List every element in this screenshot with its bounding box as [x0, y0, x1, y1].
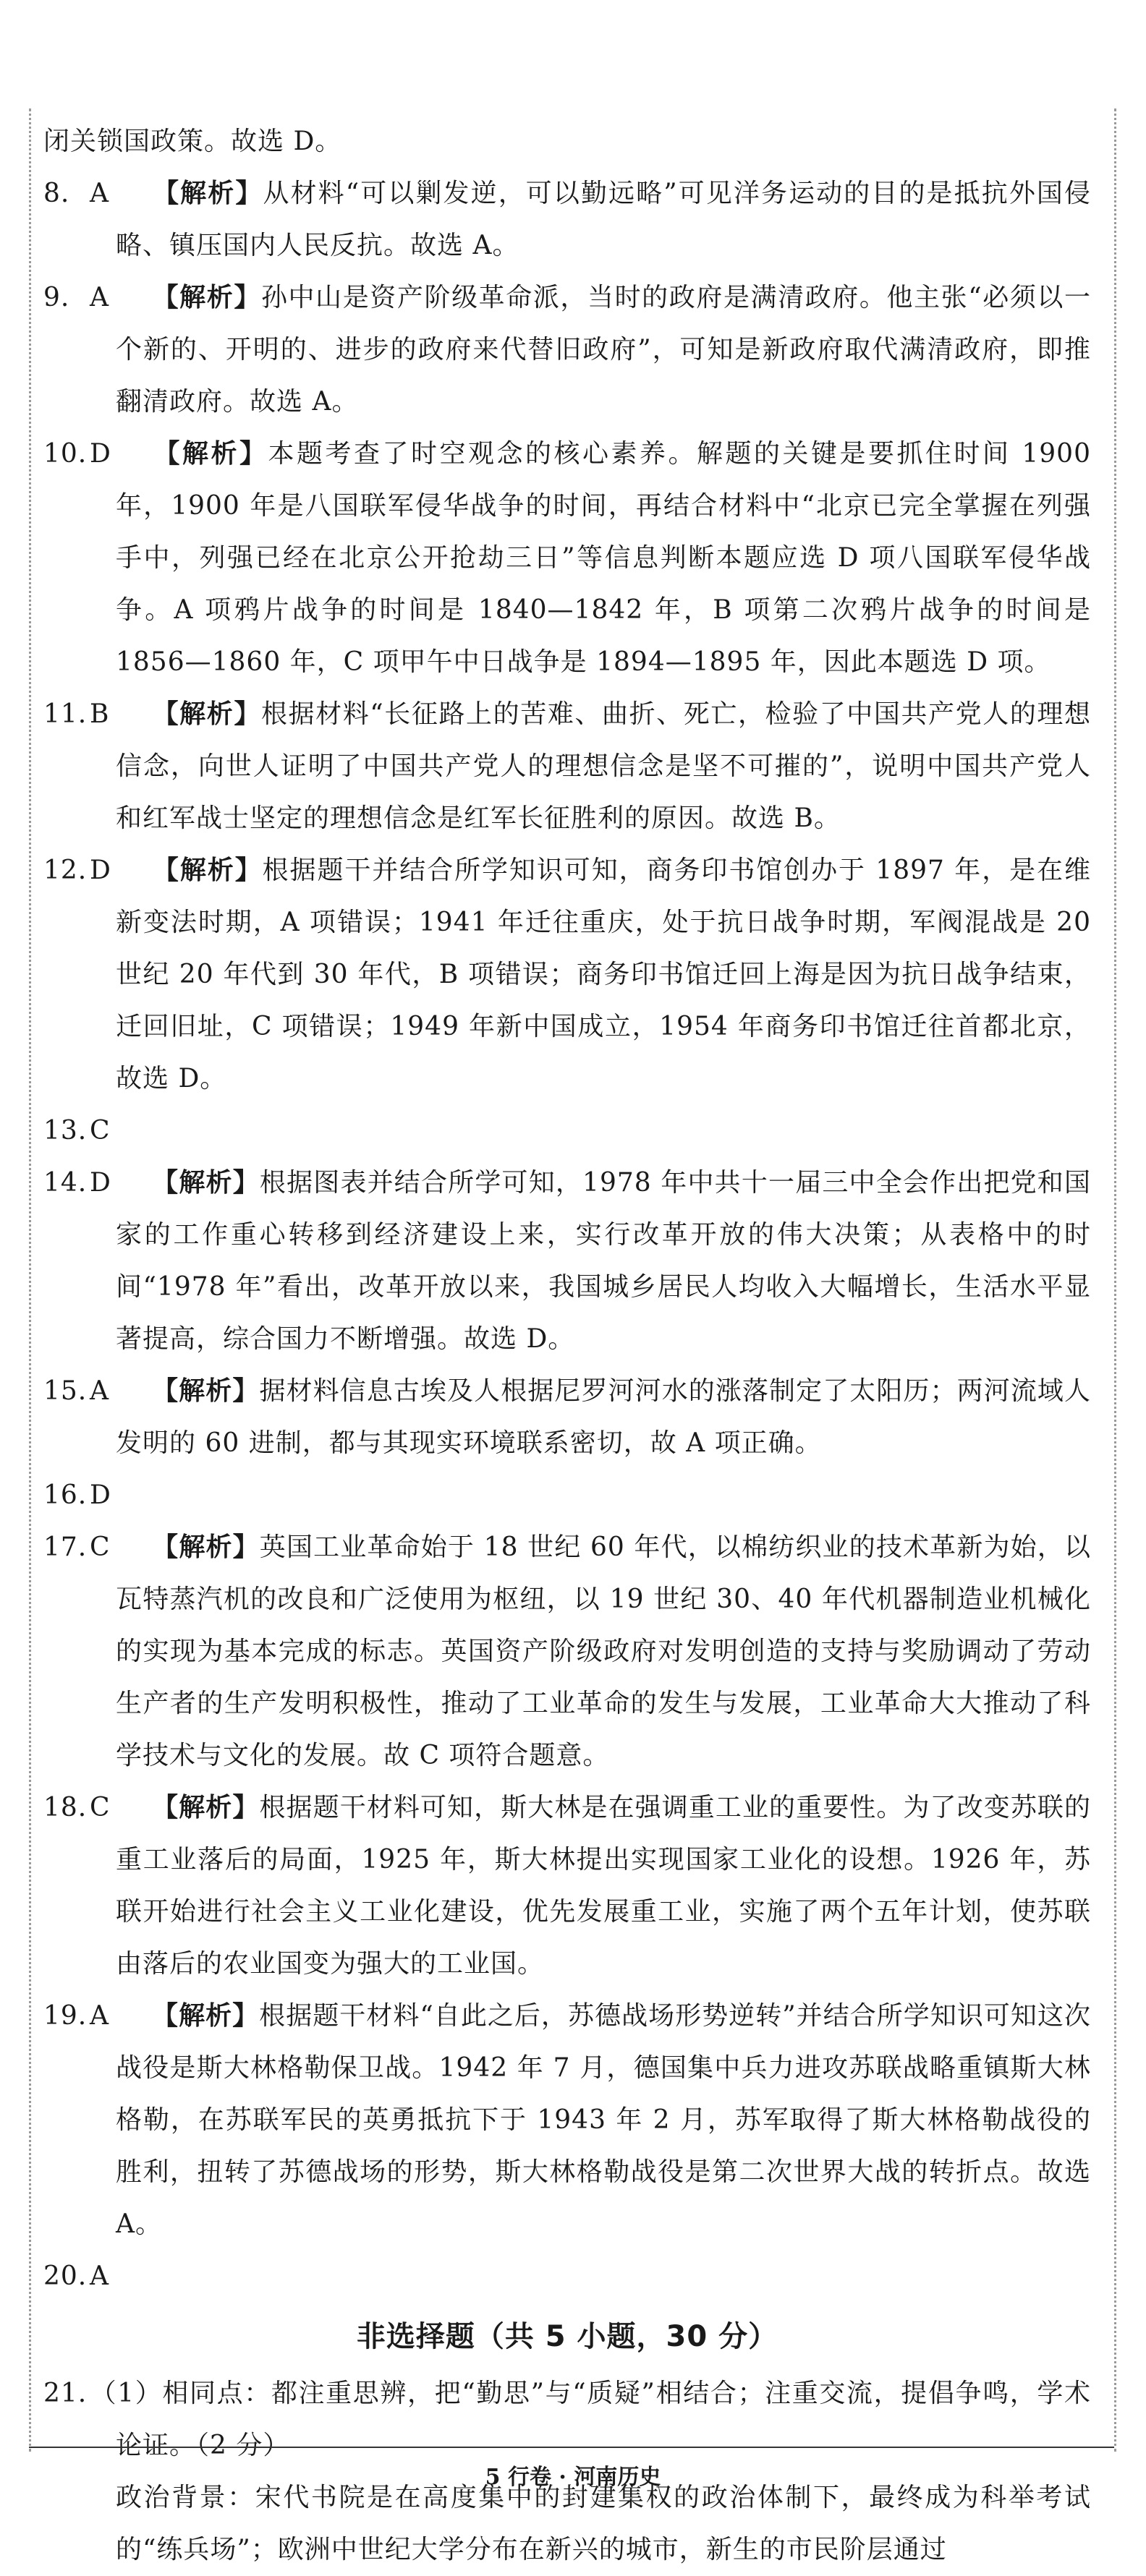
item-number: 14. [43, 1168, 88, 1198]
item-number: 16. [43, 1480, 88, 1510]
answer-item-14 [43, 1157, 1091, 1365]
item-number: 9. [43, 283, 70, 312]
item-answer: D [90, 1480, 111, 1510]
item-number: 12. [43, 856, 88, 885]
item-answer: A [90, 2001, 109, 2031]
item-answer: B [90, 699, 110, 729]
analysis-tag: 【解析】 [152, 283, 261, 312]
item-answer: A [90, 2261, 109, 2291]
answer-item-21-background: 政治背景：宋代书院是在高度集中的封建集权的政治体制下，最终成为科举考试的“练兵场”；欧洲中世纪大学分布在新兴的城市，新生的市民阶层通过 [116, 2483, 1091, 2564]
analysis-text: 孙中山是资产阶级革命派，当时的政府是满清政府。他主张“必须以一个新的、开明的、进步的政府来代替旧政府”，可知是新政府取代满清政府，即推翻清政府。故选 A。 [116, 283, 1091, 417]
answer-item-20 [43, 2251, 1091, 2303]
answer-content [43, 116, 1091, 2576]
section-heading: 非选择题（共 5 小题，30 分） [356, 2320, 778, 2353]
item-answer: C [90, 1793, 111, 1822]
continued-line: 闭关锁国政策。故选 D。 [43, 127, 342, 156]
analysis-text: 从材料“可以剿发逆，可以勤远略”可见洋务运动的目的是抵抗外国侵略、镇压国内人民反抗。故选 A。 [116, 179, 1091, 260]
answer-item-12 [43, 845, 1091, 1105]
analysis-text: 根据材料“长征路上的苦难、曲折、死亡，检验了中国共产党人的理想信念，向世人证明了中国共产党人的理想信念是坚不可摧的”，说明中国共产党人和红军战士坚定的理想信念是红军长征胜利的原因。故选 B。 [116, 699, 1091, 833]
analysis-text: 根据图表并结合所学可知，1978 年中共十一届三中全会作出把党和国家的工作重心转移到经济建设上来，实行改革开放的伟大决策；从表格中的时间“1978 年”看出，改革开放以来，我国城乡居民人均收入大幅增长，生活水平显著提高，综合国力不断增强。故选 D。 [116, 1168, 1091, 1354]
answer-item-17 [43, 1522, 1091, 1782]
item-number: 13. [43, 1116, 88, 1146]
answer-item-8 [43, 168, 1091, 272]
answer-item-16 [43, 1470, 1091, 1522]
item-answer: A [90, 179, 109, 208]
page-footer: 5 行卷 · 河南历史 [485, 2465, 661, 2490]
right-margin-guide [1114, 108, 1116, 2452]
footer-divider [29, 2447, 1114, 2448]
answer-item-11 [43, 688, 1091, 845]
item-number: 15. [43, 1376, 88, 1406]
answer-item-13 [43, 1105, 1091, 1157]
item-answer: D [90, 439, 111, 469]
analysis-text: 英国工业革命始于 18 世纪 60 年代，以棉纺织业的技术革新为始，以瓦特蒸汽机的改良和广泛使用为枢纽，以 19 世纪 30、40 年代机器制造业机械化的实现为基本完成的标志。英国资产阶级政府对发明创造的支持与奖励调动了劳动生产者的生产发明积极性，推动了工业革命的发生与发展，工业革命大大推动了科学技术与文化的发展。故 C 项符合题意。 [116, 1532, 1091, 1770]
answer-item-9 [43, 272, 1091, 428]
analysis-text: 根据题干材料可知，斯大林是在强调重工业的重要性。为了改变苏联的重工业落后的局面，1925 年，斯大林提出实现国家工业化的设想。1926 年，苏联开始进行社会主义工业化建设，优先发展重工业，实施了两个五年计划，使苏联由落后的农业国变为强大的工业国。 [116, 1793, 1091, 1979]
answer-item-18 [43, 1782, 1091, 1990]
answer-item-19 [43, 1990, 1091, 2251]
item-answer: A [90, 1376, 109, 1406]
analysis-tag: 【解析】 [152, 1532, 260, 1562]
item-number: 10. [43, 439, 88, 469]
analysis-tag: 【解析】 [152, 179, 263, 208]
item-answer: D [90, 1168, 111, 1198]
analysis-tag: 【解析】 [152, 1376, 260, 1406]
item-number: 18. [43, 1793, 88, 1822]
analysis-tag: 【解析】 [152, 439, 268, 469]
item-number: 19. [43, 2001, 88, 2031]
item-answer: A [90, 283, 109, 312]
item-answer: C [90, 1532, 111, 1562]
analysis-tag: 【解析】 [152, 1793, 260, 1822]
item-number: 8. [43, 179, 70, 208]
analysis-tag: 【解析】 [152, 2001, 260, 2031]
part-1-text: （1）相同点：都注重思辨，把“勤思”与“质疑”相结合；注重交流，提倡争鸣，学术论证。（2 分） [90, 2379, 1091, 2460]
left-margin-guide [29, 108, 31, 2452]
analysis-tag: 【解析】 [152, 856, 263, 885]
analysis-tag: 【解析】 [152, 1168, 260, 1198]
analysis-text: 据材料信息古埃及人根据尼罗河河水的涨落制定了太阳历；两河流域人发明的 60 进制，都与其现实环境联系密切，故 A 项正确。 [116, 1376, 1091, 1458]
item-number: 20. [43, 2261, 88, 2291]
analysis-text: 根据题干材料“自此之后，苏德战场形势逆转”并结合所学知识可知这次战役是斯大林格勒保卫战。1942 年 7 月，德国集中兵力进攻苏联战略重镇斯大林格勒，在苏联军民的英勇抵抗下于 1943 年 2 月，苏军取得了斯大林格勒战役的胜利，扭转了苏德战场的形势，斯大林格勒战役是第二次世界大战的转折点。故选 A。 [116, 2001, 1091, 2239]
item-answer: C [90, 1116, 111, 1146]
analysis-text: 本题考查了时空观念的核心素养。解题的关键是要抓住时间 1900 年，1900 年是八国联军侵华战争的时间，再结合材料中“北京已完全掌握在列强手中，列强已经在北京公开抢劫三日”等信息判断本题应选 D 项八国联军侵华战争。A 项鸦片战争的时间是 1840—1842 年，B 项第二次鸦片战争的时间是 1856—1860 年，C 项甲午中日战争是 1894—1895 年，因此本题选 D 项。 [116, 439, 1091, 677]
item-number: 11. [43, 699, 88, 729]
item-answer: D [90, 856, 111, 885]
answer-item-21 [43, 2368, 1091, 2472]
answer-item-10 [43, 428, 1091, 688]
analysis-tag: 【解析】 [152, 699, 261, 729]
item-number: 21. [43, 2379, 88, 2408]
item-number: 17. [43, 1532, 88, 1562]
answer-item-15 [43, 1365, 1091, 1470]
analysis-text: 根据题干并结合所学知识可知，商务印书馆创办于 1897 年，是在维新变法时期，A 项错误；1941 年迁往重庆，处于抗日战争时期，军阀混战是 20 世纪 20 年代到 30 年代，B 项错误；商务印书馆迁回上海是因为抗日战争结束，迁回旧址，C 项错误；1949 年新中国成立，1954 年商务印书馆迁往首都北京，故选 D。 [116, 856, 1091, 1093]
